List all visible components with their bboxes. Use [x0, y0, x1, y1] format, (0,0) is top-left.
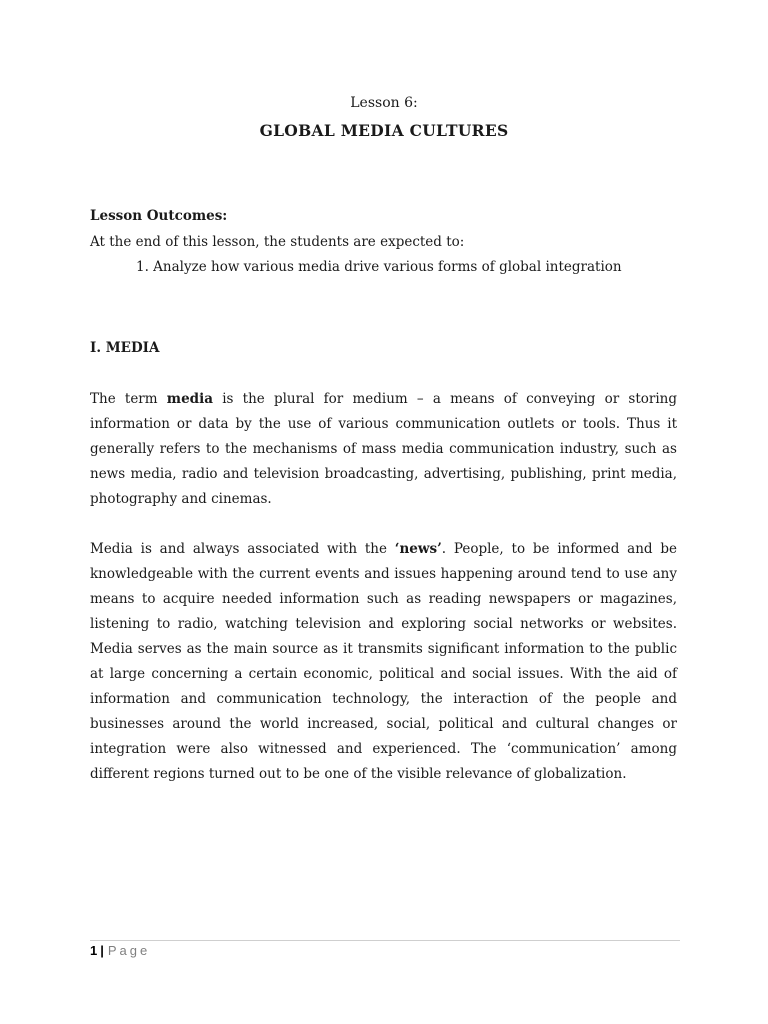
paragraph-text: Media is and always associated with the	[90, 541, 395, 557]
lesson-outcomes-intro: At the end of this lesson, the students are expected to:	[90, 234, 465, 250]
lesson-outcomes-heading: Lesson Outcomes:	[90, 208, 228, 224]
page-number: 1	[90, 943, 98, 958]
footer-separator: |	[100, 943, 104, 958]
paragraph-media-definition	[90, 387, 677, 512]
bold-term-media: media	[166, 391, 213, 407]
lesson-title: GLOBAL MEDIA CULTURES	[259, 121, 509, 140]
paragraph-text: . People, to be informed and be knowledgeable with the current events and issues happening around tend to use any means to acquire needed information such as reading newspapers or magazines, listening to radio, watching television and exploring social networks or websites. Media serves as the main source as it transmits significant information to the public at large concerning a certain economic, political and social issues. With the aid of information and communication technology, the interaction of the people and businesses around the world increased, social, political and cultural changes or integration were also witnessed and experienced. The ‘communication’ among different regions turned out to be one of the visible relevance of globalization.	[90, 541, 677, 782]
paragraph-text: is the plural for medium – a means of conveying or storing information or data by the use of various communication outlets or tools. Thus it generally refers to the mechanisms of mass media communication industry, such as news media, radio and television broadcasting, advertising, publishing, print media, photography and cinemas.	[90, 391, 677, 507]
lesson-outcome-item: 1. Analyze how various media drive various forms of global integration	[136, 259, 622, 275]
bold-term-news: ‘news’	[394, 541, 442, 557]
section-heading-media: I. MEDIA	[90, 340, 160, 356]
footer-divider	[90, 940, 680, 941]
lesson-number: Lesson 6:	[350, 95, 418, 111]
page-label: Page	[107, 943, 151, 958]
paragraph-text: The term	[90, 391, 167, 407]
page-footer	[90, 943, 150, 959]
paragraph-media-news	[90, 537, 677, 787]
